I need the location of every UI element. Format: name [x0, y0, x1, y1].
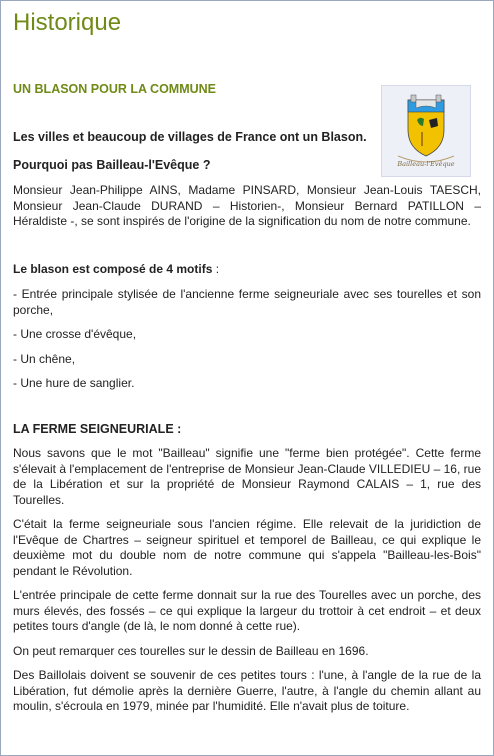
- ferme-heading: LA FERME SEIGNEURIALE :: [13, 421, 182, 436]
- ferme-paragraph-3: L'entrée principale de cette ferme donnait sur la rue des Tourelles avec un porche, des murs élevés, des fossés – ce qui explique la largeur du trottoir à cet endroit – et deux petites tours d'angle (de là, le nom donné à cette rue).: [13, 588, 481, 633]
- section-heading-blason: UN BLASON POUR LA COMMUNE: [13, 82, 217, 96]
- motif-item-2: - Une crosse d'évêque,: [13, 327, 137, 341]
- motifs-heading-bold: Le blason est composé de 4 motifs: [13, 261, 213, 276]
- article: [1, 1, 493, 715]
- ferme-paragraph-1: Nous savons que le mot "Bailleau" signifie une "ferme bien protégée". Cette ferme s'élevait à l'emplacement de l'entreprise de Monsieur Jean-Claude VILLEDIEU – 16, rue de la Libération et sur la propriété de Monsieur Raymond CALAIS – 1, rue des Tourelles.: [13, 446, 481, 507]
- coat-of-arms-icon: [382, 86, 470, 176]
- ferme-paragraph-5: Des Baillolais doivent se souvenir de ces petites tours : l'une, à l'angle de la rue de la Libération, fut démolie après la dernière Guerre, l'autre, à l'angle du chemin allant au moulin, s'écroula en 1979, minée par l'humidité. Elle n'avait plus de toiture.: [13, 668, 481, 713]
- crest-caption: Bailleau-l'Evêque: [397, 160, 455, 168]
- crest-image: [381, 85, 471, 177]
- motif-item-4: - Une hure de sanglier.: [13, 376, 135, 390]
- intro-lead: Les villes et beaucoup de villages de France ont un Blason.: [13, 130, 367, 144]
- page-title: Historique: [13, 9, 122, 36]
- ferme-paragraph-4: On peut remarquer ces tourelles sur le dessin de Bailleau en 1696.: [13, 643, 369, 658]
- motif-item-1: - Entrée principale stylisée de l'ancienne ferme seigneuriale avec ses tourelles et son porche,: [13, 287, 481, 317]
- authors-paragraph: Monsieur Jean-Philippe AINS, Madame PINSARD, Monsieur Jean-Louis TAESCH, Monsieur Jean-Claude DURAND – Historien-, Monsieur Bernard PATILLON – Héraldiste -, se sont inspirés de l'origine de la signification du nom de notre commune.: [13, 183, 481, 228]
- ferme-paragraph-2: C'était la ferme seigneuriale sous l'ancien régime. Elle relevait de la juridiction de l'Evêque de Chartres – seigneur spirituel et temporel de Bailleau, ce qui explique le deuxième mot du double nom de notre commune qui s'appela "Bailleau-les-Bois" pendant le Révolution.: [13, 517, 481, 578]
- question-heading: Pourquoi pas Bailleau-l'Evêque ?: [13, 158, 211, 172]
- motifs-heading-rest: :: [212, 261, 220, 276]
- motifs-heading: [13, 262, 481, 278]
- motif-item-3: - Un chêne,: [13, 351, 76, 366]
